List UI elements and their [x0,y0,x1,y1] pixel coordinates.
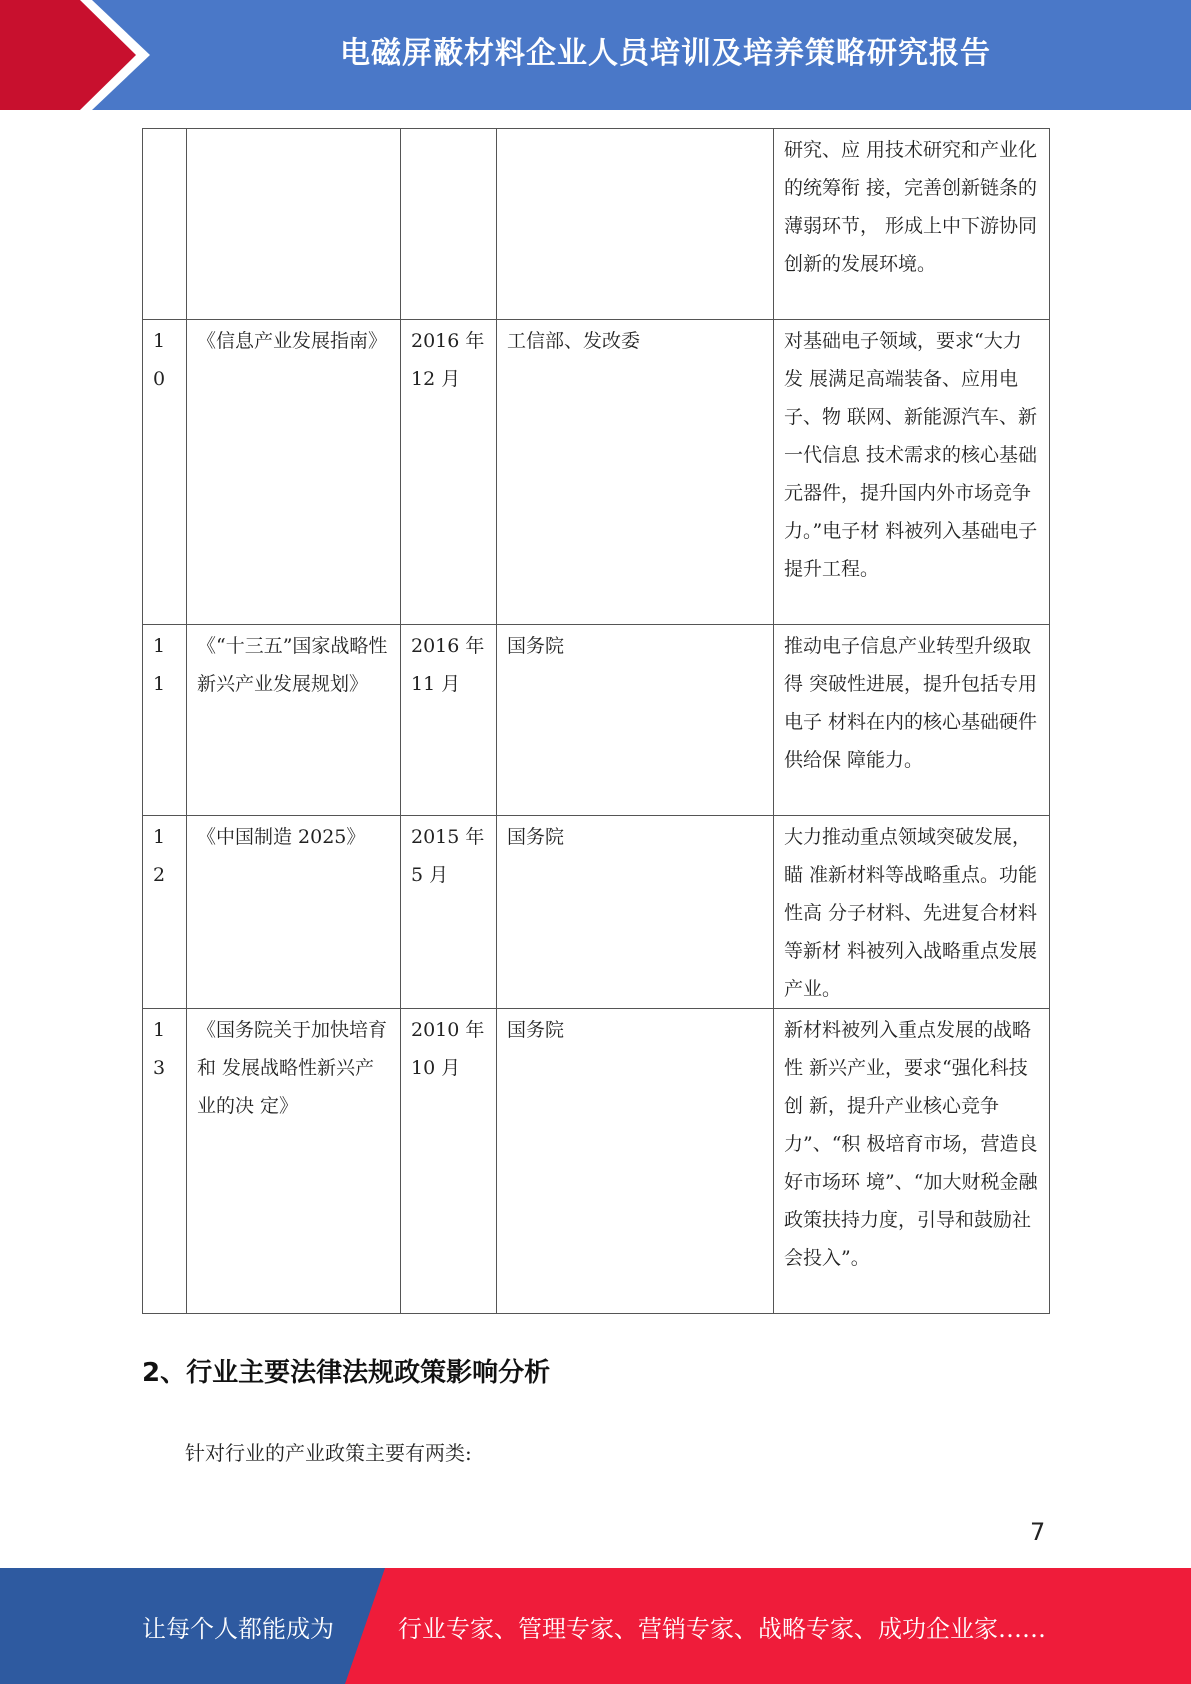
table-cell [774,320,1050,625]
table-row [143,816,1050,1009]
footer-slogan-right: 行业专家、管理专家、营销专家、战略专家、成功企业家…… [398,1614,1046,1643]
policy-name: 《国务院关于加快培育和 发展战略性新兴产业的决 定》 [197,1019,388,1117]
table-row [143,625,1050,816]
issuing-department [507,129,763,131]
page-footer [0,1568,1191,1684]
table-cell [774,625,1050,816]
page-number: 7 [1030,1518,1046,1546]
table-cell [187,129,401,320]
issue-date [411,129,486,131]
header-arrow-decoration [0,0,160,110]
issue-date: 2010 年 10 月 [411,1019,485,1079]
table-cell [143,320,187,625]
table-cell [143,129,187,320]
table-cell [143,625,187,816]
policy-name: 《信息产业发展指南》 [197,330,388,352]
table-row [143,129,1050,320]
table-cell [497,625,774,816]
policy-table [142,128,1050,1314]
section-intro-text: 针对行业的产业政策主要有两类: [185,1441,472,1465]
row-number: 13 [153,1019,166,1079]
issuing-department: 国务院 [507,1019,565,1041]
table-cell [401,1009,497,1314]
policy-content: 对基础电子领域，要求“大力发 展满足高端装备、应用电子、物 联网、新能源汽车、新一代信息 技术需求的核心基础元器件，提升国内外市场竞争力。”电子材 料被列入基础电子提升工程。 [784,330,1038,580]
table-cell [774,816,1050,1009]
page-header [0,0,1191,110]
table-cell [774,129,1050,320]
issuing-department: 工信部、发改委 [507,330,641,352]
issue-date: 2016 年 11 月 [411,635,485,695]
table-cell [143,816,187,1009]
issuing-department: 国务院 [507,635,565,657]
policy-content: 新材料被列入重点发展的战略性 新兴产业，要求“强化科技创 新，提升产业核心竞争力”、“积 极培育市场，营造良好市场环 境”、“加大财税金融政策扶持力度，引导和鼓励社会投入”。 [784,1019,1038,1269]
table-cell [401,816,497,1009]
row-number: 10 [153,330,166,390]
table-cell [187,1009,401,1314]
policy-name: 《中国制造 2025》 [197,826,366,848]
table-cell [401,129,497,320]
policy-name: 《“十三五”国家战略性 新兴产业发展规划》 [197,635,388,695]
row-number: 11 [153,635,166,695]
policy-content: 大力推动重点领域突破发展，瞄 准新材料等战略重点。功能性高 分子材料、先进复合材料等新材 料被列入战略重点发展产业。 [784,826,1038,1000]
table-cell [187,625,401,816]
row-number [153,129,176,131]
issue-date: 2015 年 5 月 [411,826,485,886]
policy-name [197,129,390,131]
issue-date: 2016 年 12 月 [411,330,485,390]
policy-content: 推动电子信息产业转型升级取得 突破性进展，提升包括专用电子 材料在内的核心基础硬件供给保 障能力。 [784,635,1038,771]
table-cell [497,129,774,320]
table-cell [401,320,497,625]
table-cell [143,1009,187,1314]
section-heading: 2、行业主要法律法规政策影响分析 [142,1358,551,1388]
table-cell [497,320,774,625]
table-cell [187,320,401,625]
issuing-department: 国务院 [507,826,565,848]
table-row [143,320,1050,625]
table-cell [497,816,774,1009]
policy-content: 研究、应 用技术研究和产业化的统筹衔 接，完善创新链条的薄弱环节， 形成上中下游协同创新的发展环境。 [784,139,1038,275]
table-cell [497,1009,774,1314]
table-cell [401,625,497,816]
table-cell [187,816,401,1009]
row-number: 12 [153,826,166,886]
table-row [143,1009,1050,1314]
report-title: 电磁屏蔽材料企业人员培训及培养策略研究报告 [340,36,991,71]
footer-slogan-left: 让每个人都能成为 [142,1614,334,1643]
table-cell [774,1009,1050,1314]
